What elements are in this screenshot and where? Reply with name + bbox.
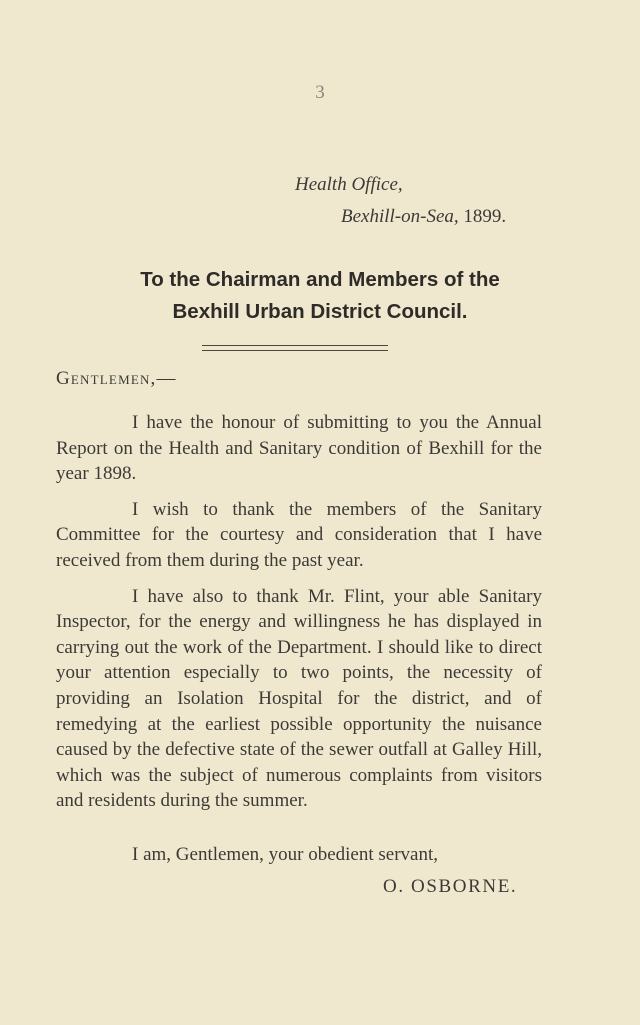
dateline [341,206,506,228]
page-number: 3 [315,82,325,103]
divider-rule-top [202,345,388,346]
signature: O. OSBORNE. [383,876,518,897]
divider-rule-bottom [202,350,388,351]
dateline-year: 1899. [458,206,507,227]
paragraph-committee: I wish to thank the members of the Sanitary Committee for the courtesy and consideration that I have received from them during the past year. [56,498,542,571]
closing-line: I am, Gentlemen, your obedient servant, [132,844,439,865]
dateline-place: Bexhill-on-Sea, [341,206,459,227]
paragraph-report: I have the honour of submitting to you the Annual Report on the Health and Sanitary condition of Bexhill for the year 1898. [56,412,542,485]
address-block [0,264,640,328]
salutation: Gentlemen,— [56,368,177,389]
letter-body [56,410,542,824]
address-line-2: Bexhill Urban District Council. [172,300,468,323]
address-line-1: To the Chairman and Members of the [140,268,500,291]
office-name: Health Office, [295,174,403,195]
paragraph-inspector: I have also to thank Mr. Flint, your able Sanitary Inspector, for the energy and willingness he has displayed in carrying out the work of the Department. I should like to direct your attention especially to two points, the necessity of providing an Isolation Hospital for the district, and of remedying at the earliest possible opportunity the nuisance caused by the defective state of the sewer outfall at Galley Hill, which was the subject of numerous complaints from visitors and residents during the summer. [56,585,542,812]
